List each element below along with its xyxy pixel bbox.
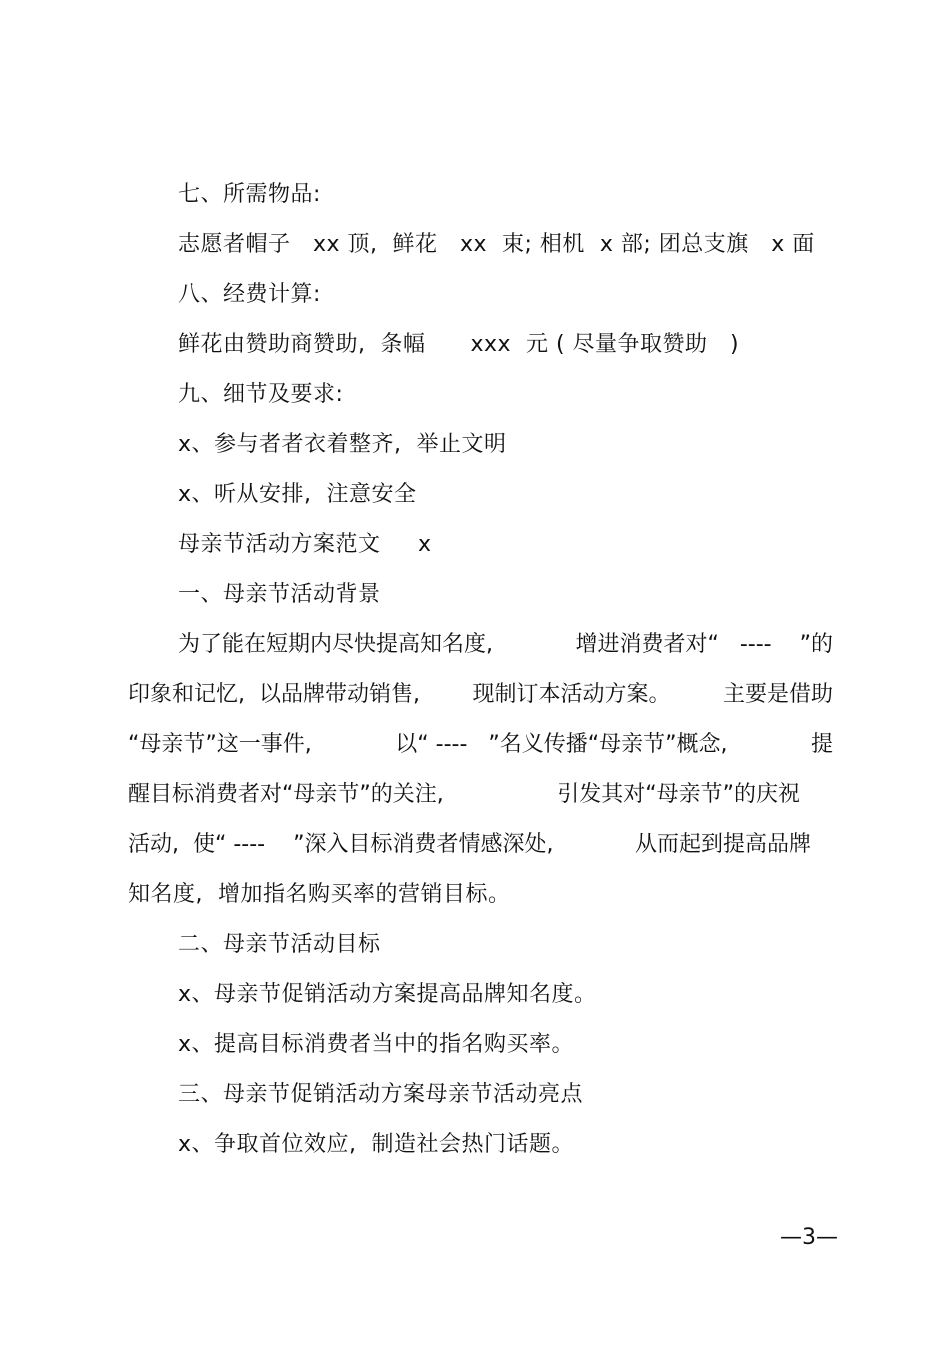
- paragraph-line: 活动, 使“ ---- ”深入目标消费者情感深处, 从而起到提高品牌: [128, 832, 811, 857]
- section-heading-2: 二、母亲节活动目标: [178, 932, 381, 957]
- paragraph-line: 为了能在短期内尽快提高知名度, 增进消费者对“ ---- ”的: [178, 632, 833, 657]
- text-line: x、提高目标消费者当中的指名购买率。: [178, 1032, 575, 1057]
- text-line: 志愿者帽子 xx 顶, 鲜花 xx 束; 相机 x 部; 团总支旗 x 面: [178, 232, 815, 257]
- document-title: 母亲节活动方案范文 x: [178, 532, 432, 557]
- page-number: —3—: [780, 1225, 838, 1250]
- paragraph-line: 醒目标消费者对“母亲节”的关注, 引发其对“母亲节”的庆祝: [128, 782, 800, 807]
- text-line: 鲜花由赞助商赞助, 条幅 xxx 元 ( 尽量争取赞助 ): [178, 332, 740, 357]
- text-line: x、争取首位效应, 制造社会热门话题。: [178, 1132, 575, 1157]
- section-heading-3: 三、母亲节促销活动方案母亲节活动亮点: [178, 1082, 584, 1107]
- text-line: x、参与者者衣着整齐, 举止文明: [178, 432, 507, 457]
- section-heading-9: 九、细节及要求:: [178, 382, 344, 407]
- section-heading-1: 一、母亲节活动背景: [178, 582, 381, 607]
- text-line: x、听从安排, 注意安全: [178, 482, 417, 507]
- paragraph-line: 知名度, 增加指名购买率的营销目标。: [128, 882, 511, 907]
- text-line: x、母亲节促销活动方案提高品牌知名度。: [178, 982, 597, 1007]
- paragraph-line: “母亲节”这一事件, 以“ ---- ”名义传播“母亲节”概念, 提: [128, 732, 833, 757]
- section-heading-8: 八、经费计算:: [178, 282, 321, 307]
- section-heading-7: 七、所需物品:: [178, 182, 321, 207]
- paragraph-line: 印象和记忆, 以品牌带动销售, 现制订本活动方案。 主要是借助: [128, 682, 833, 707]
